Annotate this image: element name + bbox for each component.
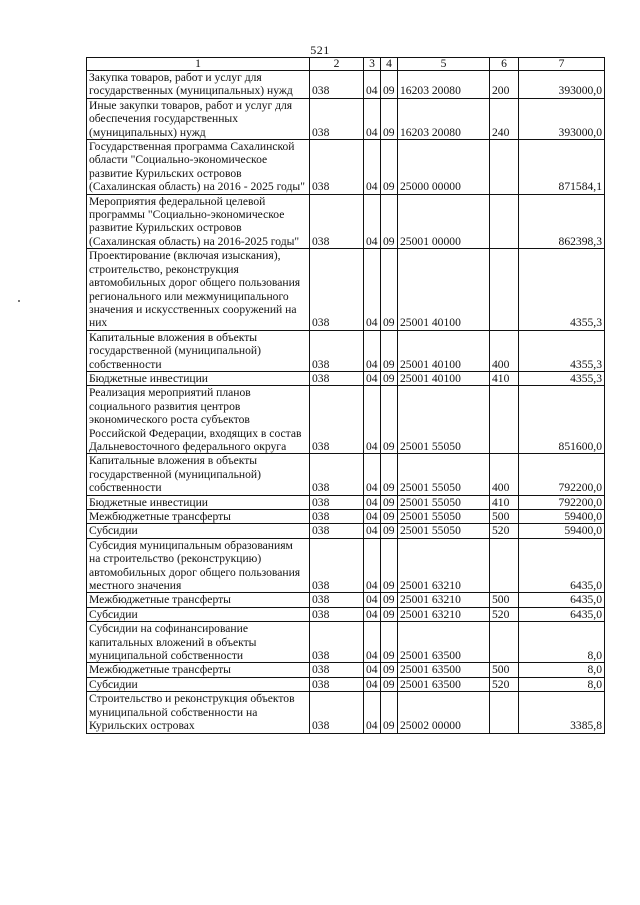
subsection-code-cell: 09 — [381, 607, 398, 621]
target-article-cell: 25001 63210 — [398, 607, 490, 621]
section-code-cell: 04 — [364, 454, 381, 495]
subsection-code-cell: 09 — [381, 524, 398, 538]
amount-cell: 871584,1 — [519, 140, 605, 195]
section-code-cell: 04 — [364, 510, 381, 524]
table-row — [87, 330, 605, 371]
table-row — [87, 454, 605, 495]
table-row — [87, 677, 605, 691]
expense-type-cell — [490, 622, 519, 663]
item-name-cell: Межбюджетные трансферты — [87, 510, 310, 524]
section-code-cell: 04 — [364, 140, 381, 195]
subsection-code-cell: 09 — [381, 386, 398, 454]
target-article-cell: 25001 55050 — [398, 454, 490, 495]
section-code-cell: 04 — [364, 593, 381, 607]
item-name-cell: Субсидии на софинансирование капитальных вложений в объекты муниципальной собственности — [87, 622, 310, 663]
table-row — [87, 524, 605, 538]
amount-cell: 6435,0 — [519, 593, 605, 607]
department-code-cell: 038 — [310, 386, 364, 454]
department-code-cell: 038 — [310, 330, 364, 371]
target-article-cell: 25001 63210 — [398, 593, 490, 607]
expense-type-cell — [490, 249, 519, 330]
item-name-cell: Межбюджетные трансферты — [87, 593, 310, 607]
expense-type-cell: 520 — [490, 677, 519, 691]
table-row — [87, 663, 605, 677]
amount-cell: 59400,0 — [519, 524, 605, 538]
expense-type-cell: 400 — [490, 330, 519, 371]
item-name-cell: Капитальные вложения в объекты государственной (муниципальной) собственности — [87, 454, 310, 495]
expense-type-cell — [490, 538, 519, 593]
table-row — [87, 593, 605, 607]
subsection-code-cell: 09 — [381, 510, 398, 524]
section-code-cell: 04 — [364, 249, 381, 330]
table-row — [87, 371, 605, 385]
header-cell: 7 — [519, 58, 605, 71]
section-code-cell: 04 — [364, 330, 381, 371]
subsection-code-cell: 09 — [381, 98, 398, 139]
item-name-cell: Мероприятия федеральной целевой программы "Социально-экономическое развитие Курильских островов (Сахалинская область) на 2016-2025 годы" — [87, 194, 310, 249]
amount-cell: 792200,0 — [519, 454, 605, 495]
item-name-cell: Государственная программа Сахалинской области "Социально-экономическое развитие Курильских островов (Сахалинская область) на 2016 - 2025 годы" — [87, 140, 310, 195]
subsection-code-cell: 09 — [381, 140, 398, 195]
department-code-cell: 038 — [310, 98, 364, 139]
amount-cell: 393000,0 — [519, 71, 605, 99]
target-article-cell: 25001 63210 — [398, 538, 490, 593]
table-row — [87, 495, 605, 509]
amount-cell: 6435,0 — [519, 538, 605, 593]
amount-cell: 862398,3 — [519, 194, 605, 249]
subsection-code-cell: 09 — [381, 692, 398, 733]
department-code-cell: 038 — [310, 71, 364, 99]
subsection-code-cell: 09 — [381, 71, 398, 99]
section-code-cell: 04 — [364, 538, 381, 593]
item-name-cell: Реализация мероприятий планов социального развития центров экономического роста субъектов Российской Федерации, входящих в состав Дальневосточного федерального округа — [87, 386, 310, 454]
section-code-cell: 04 — [364, 607, 381, 621]
department-code-cell: 038 — [310, 140, 364, 195]
amount-cell: 4355,3 — [519, 371, 605, 385]
item-name-cell: Субсидии — [87, 524, 310, 538]
expense-type-cell: 500 — [490, 663, 519, 677]
expense-type-cell — [490, 194, 519, 249]
expense-type-cell: 410 — [490, 371, 519, 385]
target-article-cell: 25001 63500 — [398, 677, 490, 691]
header-cell: 4 — [381, 58, 398, 71]
section-code-cell: 04 — [364, 677, 381, 691]
table-row — [87, 510, 605, 524]
amount-cell: 3385,8 — [519, 692, 605, 733]
table-row — [87, 386, 605, 454]
department-code-cell: 038 — [310, 593, 364, 607]
target-article-cell: 25001 55050 — [398, 386, 490, 454]
target-article-cell: 25002 00000 — [398, 692, 490, 733]
header-cell: 6 — [490, 58, 519, 71]
target-article-cell: 25001 40100 — [398, 330, 490, 371]
amount-cell: 851600,0 — [519, 386, 605, 454]
table-header-row — [87, 58, 605, 71]
target-article-cell: 25001 00000 — [398, 194, 490, 249]
subsection-code-cell: 09 — [381, 249, 398, 330]
subsection-code-cell: 09 — [381, 454, 398, 495]
item-name-cell: Закупка товаров, работ и услуг для государственных (муниципальных) нужд — [87, 71, 310, 99]
department-code-cell: 038 — [310, 607, 364, 621]
subsection-code-cell: 09 — [381, 593, 398, 607]
page-number: 521 — [310, 43, 330, 57]
department-code-cell: 038 — [310, 371, 364, 385]
item-name-cell: Иные закупки товаров, работ и услуг для обеспечения государственных (муниципальных) нужд — [87, 98, 310, 139]
amount-cell: 6435,0 — [519, 607, 605, 621]
department-code-cell: 038 — [310, 622, 364, 663]
department-code-cell: 038 — [310, 495, 364, 509]
department-code-cell: 038 — [310, 692, 364, 733]
target-article-cell: 25001 40100 — [398, 249, 490, 330]
expense-type-cell: 520 — [490, 607, 519, 621]
target-article-cell: 25000 00000 — [398, 140, 490, 195]
item-name-cell: Проектирование (включая изыскания), строительство, реконструкция автомобильных дорог общего пользования регионального или межмуниципального значения и искусственных сооружений на них — [87, 249, 310, 330]
section-code-cell: 04 — [364, 371, 381, 385]
target-article-cell: 25001 40100 — [398, 371, 490, 385]
section-code-cell: 04 — [364, 98, 381, 139]
item-name-cell: Субсидии — [87, 607, 310, 621]
item-name-cell: Межбюджетные трансферты — [87, 663, 310, 677]
table-row — [87, 140, 605, 195]
subsection-code-cell: 09 — [381, 663, 398, 677]
subsection-code-cell: 09 — [381, 371, 398, 385]
section-code-cell: 04 — [364, 495, 381, 509]
target-article-cell: 25001 55050 — [398, 524, 490, 538]
department-code-cell: 038 — [310, 538, 364, 593]
subsection-code-cell: 09 — [381, 677, 398, 691]
target-article-cell: 25001 55050 — [398, 495, 490, 509]
table-row — [87, 98, 605, 139]
department-code-cell: 038 — [310, 677, 364, 691]
header-cell: 2 — [310, 58, 364, 71]
table-row — [87, 249, 605, 330]
table-body — [87, 58, 605, 734]
scan-artifact — [18, 300, 20, 302]
table-row — [87, 692, 605, 733]
section-code-cell: 04 — [364, 663, 381, 677]
subsection-code-cell: 09 — [381, 495, 398, 509]
section-code-cell: 04 — [364, 71, 381, 99]
department-code-cell: 038 — [310, 454, 364, 495]
department-code-cell: 038 — [310, 663, 364, 677]
subsection-code-cell: 09 — [381, 330, 398, 371]
expense-type-cell — [490, 140, 519, 195]
target-article-cell: 16203 20080 — [398, 71, 490, 99]
department-code-cell: 038 — [310, 524, 364, 538]
header-cell: 3 — [364, 58, 381, 71]
table-row — [87, 622, 605, 663]
item-name-cell: Бюджетные инвестиции — [87, 371, 310, 385]
expense-type-cell: 500 — [490, 510, 519, 524]
amount-cell: 4355,3 — [519, 249, 605, 330]
amount-cell: 8,0 — [519, 663, 605, 677]
expense-type-cell: 240 — [490, 98, 519, 139]
item-name-cell: Капитальные вложения в объекты государственной (муниципальной) собственности — [87, 330, 310, 371]
table-row — [87, 71, 605, 99]
section-code-cell: 04 — [364, 622, 381, 663]
subsection-code-cell: 09 — [381, 538, 398, 593]
expense-type-cell: 500 — [490, 593, 519, 607]
expense-type-cell — [490, 386, 519, 454]
amount-cell: 8,0 — [519, 622, 605, 663]
target-article-cell: 25001 63500 — [398, 663, 490, 677]
section-code-cell: 04 — [364, 524, 381, 538]
item-name-cell: Субсидия муниципальным образованиям на строительство (реконструкцию) автомобильных дорог общего пользования местного значения — [87, 538, 310, 593]
expense-type-cell: 410 — [490, 495, 519, 509]
table-row — [87, 607, 605, 621]
department-code-cell: 038 — [310, 194, 364, 249]
department-code-cell: 038 — [310, 510, 364, 524]
amount-cell: 8,0 — [519, 677, 605, 691]
header-cell: 1 — [87, 58, 310, 71]
budget-table — [86, 57, 605, 734]
amount-cell: 393000,0 — [519, 98, 605, 139]
amount-cell: 59400,0 — [519, 510, 605, 524]
target-article-cell: 25001 63500 — [398, 622, 490, 663]
item-name-cell: Субсидии — [87, 677, 310, 691]
amount-cell: 792200,0 — [519, 495, 605, 509]
subsection-code-cell: 09 — [381, 622, 398, 663]
target-article-cell: 16203 20080 — [398, 98, 490, 139]
section-code-cell: 04 — [364, 692, 381, 733]
header-cell: 5 — [398, 58, 490, 71]
item-name-cell: Бюджетные инвестиции — [87, 495, 310, 509]
department-code-cell: 038 — [310, 249, 364, 330]
section-code-cell: 04 — [364, 386, 381, 454]
table-row — [87, 538, 605, 593]
subsection-code-cell: 09 — [381, 194, 398, 249]
amount-cell: 4355,3 — [519, 330, 605, 371]
target-article-cell: 25001 55050 — [398, 510, 490, 524]
item-name-cell: Строительство и реконструкция объектов муниципальной собственности на Курильских островах — [87, 692, 310, 733]
expense-type-cell: 520 — [490, 524, 519, 538]
expense-type-cell — [490, 692, 519, 733]
expense-type-cell: 400 — [490, 454, 519, 495]
table-row — [87, 194, 605, 249]
expense-type-cell: 200 — [490, 71, 519, 99]
section-code-cell: 04 — [364, 194, 381, 249]
